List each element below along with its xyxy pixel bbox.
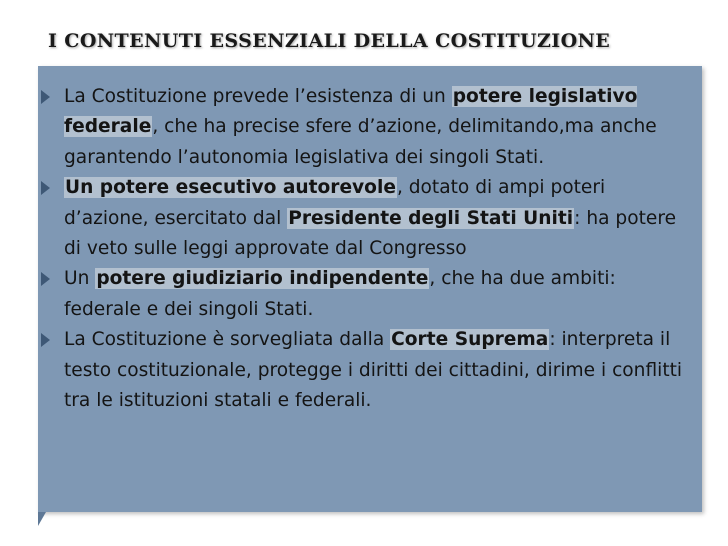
panel-fold-decoration bbox=[38, 512, 46, 526]
bullet-highlight: potere giudiziario indipendente bbox=[96, 268, 429, 290]
bullet-text: , dotato di ampi poteri d’azione, esercitato dal bbox=[64, 177, 606, 229]
triangle-right-icon bbox=[41, 272, 50, 286]
content-panel bbox=[38, 66, 702, 512]
bullet-text: , che ha due ambiti: federale e dei singoli Stati. bbox=[64, 268, 616, 320]
bullet-text: La Costituzione prevede l’esistenza di un bbox=[64, 86, 452, 107]
bullet-highlight: Corte Suprema bbox=[391, 329, 549, 351]
bullet-text: : ha potere di veto sulle leggi approvate dal Congresso bbox=[64, 207, 677, 260]
bullet-text: La Costituzione è sorvegliata dalla bbox=[64, 329, 391, 351]
bullet-item-corte-suprema bbox=[38, 325, 702, 416]
slide-title: I CONTENUTI ESSENZIALI DELLA COSTITUZIONE bbox=[48, 30, 611, 52]
bullet-highlight: Un potere esecutivo autorevole bbox=[65, 177, 396, 199]
triangle-right-icon bbox=[41, 90, 50, 104]
bullet-text: , che ha precise sfere d’azione, delimitando,ma anche garantendo l’autonomia legislativa dei singoli Stati. bbox=[64, 116, 657, 168]
bullet-item-esecutivo bbox=[38, 173, 702, 264]
bullet-highlight: potere legislativo federale bbox=[64, 86, 638, 138]
bullet-item-legislativo bbox=[38, 82, 702, 173]
bullet-text: Un bbox=[64, 268, 96, 290]
bullet-list bbox=[38, 82, 702, 416]
bullet-text: : interpreta il testo costituzionale, protegge i diritti dei cittadini, dirime i conflitti tra le istituzioni statali e federali. bbox=[64, 329, 683, 412]
triangle-right-icon bbox=[41, 181, 50, 195]
triangle-right-icon bbox=[41, 333, 50, 347]
bullet-item-giudiziario bbox=[38, 264, 702, 325]
bullet-highlight: Presidente degli Stati Uniti bbox=[288, 207, 574, 229]
